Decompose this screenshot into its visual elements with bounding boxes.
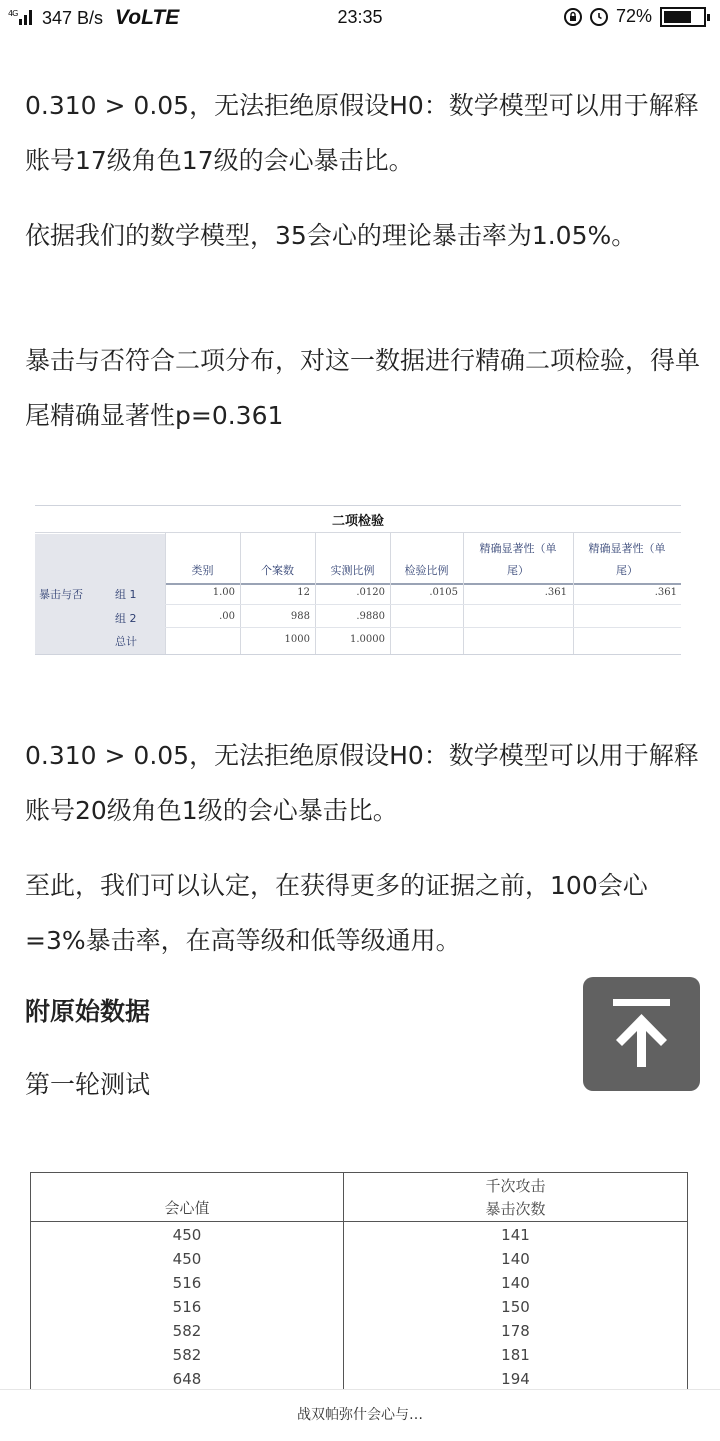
header-crit-count (344, 1175, 687, 1221)
rotation-lock-icon (564, 8, 582, 26)
header-crit-count-line2: 暴击次数 (485, 1200, 546, 1218)
total-observed: 1.0000 (350, 634, 385, 645)
table-title: 二项检验 (331, 514, 384, 529)
bottom-title-bar[interactable]: 战双帕弥什会心与… (0, 1389, 720, 1441)
status-bar (0, 0, 720, 36)
table-row (31, 1343, 687, 1367)
volte-indicator: VoLTE (115, 6, 180, 29)
group-2-observed: .9880 (356, 611, 385, 622)
group-1-category: 1.00 (212, 587, 235, 598)
group-1-sig-1: .361 (544, 587, 567, 598)
header-sig-2: 精确显著性（单尾） (588, 542, 666, 577)
header-n: 个案数 (261, 564, 294, 577)
battery-icon (660, 7, 706, 27)
paragraph-conclusion-1: 0.310 > 0.05，无法拒绝原假设H0：数学模型可以用于解释账号17级角色17级的会心暴击比。 (25, 91, 699, 175)
header-crit-value: 会心值 (164, 1199, 210, 1217)
binomial-test-table (35, 505, 681, 655)
table-row (31, 1295, 687, 1319)
group-2-label: 组 2 (115, 612, 137, 625)
group-1-sig-2: .361 (654, 587, 677, 598)
crit-value-cell: 648 (172, 1370, 202, 1388)
crit-value-cell: 450 (172, 1250, 202, 1268)
crit-count-cell: 140 (501, 1250, 530, 1268)
table-row (31, 1319, 687, 1343)
table-row (31, 1367, 687, 1391)
section-subheading: 第一轮测试 (25, 1070, 151, 1099)
group-1-test: .0105 (429, 587, 458, 598)
crit-count-cell: 141 (501, 1226, 530, 1244)
raw-data-table (30, 1172, 688, 1403)
crit-count-cell: 181 (501, 1346, 530, 1364)
table-row (31, 1247, 687, 1271)
paragraph-conclusion-2: 0.310 > 0.05，无法拒绝原假设H0：数学模型可以用于解释账号20级角色1级的会心暴击比。 (25, 741, 699, 825)
arrow-up-to-line-icon (583, 977, 700, 1091)
crit-value-cell: 582 (172, 1346, 202, 1364)
header-test: 检验比例 (404, 564, 449, 577)
paragraph-binomial-test: 暴击与否符合二项分布，对这一数据进行精确二项检验，得单尾精确显著性p=0.361 (25, 346, 701, 430)
group-1-label: 组 1 (115, 588, 137, 601)
group-1-n: 12 (297, 587, 310, 598)
group-2-n: 988 (290, 611, 310, 622)
header-crit-count-line1: 千次攻击 (485, 1177, 546, 1195)
total-label: 总计 (115, 635, 137, 648)
crit-value-cell: 582 (172, 1322, 202, 1340)
crit-count-cell: 178 (501, 1322, 530, 1340)
back-to-top-button[interactable] (583, 977, 700, 1091)
crit-count-cell: 150 (501, 1298, 530, 1316)
total-n: 1000 (284, 634, 310, 645)
crit-value-cell: 516 (172, 1298, 202, 1316)
status-right (564, 6, 706, 27)
paragraph-summary: 至此，我们可以认定，在获得更多的证据之前，100会心=3%暴击率，在高等级和低等级通用。 (25, 871, 648, 955)
header-observed: 实测比例 (330, 564, 375, 577)
crit-value-cell: 450 (172, 1226, 202, 1244)
clock: 23:35 (337, 7, 383, 27)
crit-value-cell: 516 (172, 1274, 202, 1292)
alarm-icon (590, 8, 608, 26)
paragraph-theory-rate: 依据我们的数学模型，35会心的理论暴击率为1.05%。 (25, 221, 637, 250)
row-label: 暴击与否 (39, 588, 83, 601)
battery-percent: 72% (615, 6, 652, 26)
table-row (31, 1271, 687, 1295)
network-type: 4G (8, 8, 18, 18)
crit-count-cell: 140 (501, 1274, 530, 1292)
section-heading: 附原始数据 (25, 997, 151, 1026)
header-category: 类别 (191, 564, 214, 577)
group-2-category: .00 (219, 611, 235, 622)
group-1-observed: .0120 (356, 587, 385, 598)
header-sig-1: 精确显著性（单尾） (479, 542, 557, 577)
crit-count-cell: 194 (501, 1370, 530, 1388)
network-speed: 347 B/s (42, 7, 104, 28)
table-row (31, 1223, 687, 1247)
